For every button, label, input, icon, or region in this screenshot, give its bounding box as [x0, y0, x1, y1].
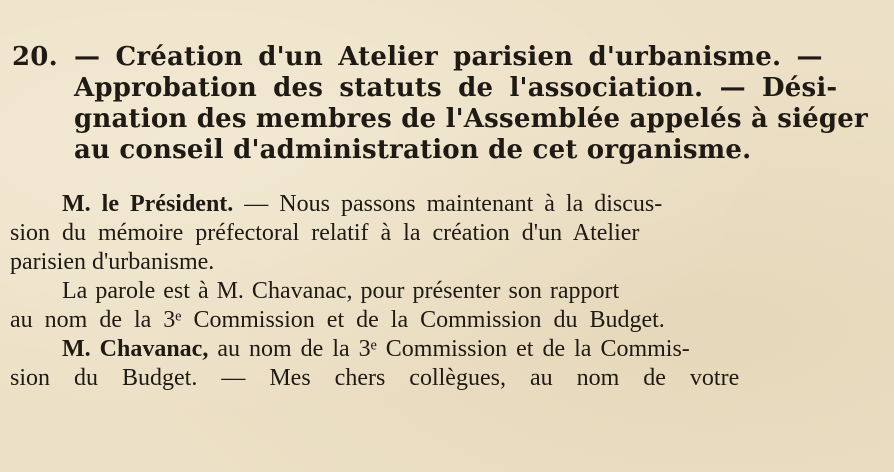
- speech-text: — Nous passons maintenant à la discus-: [233, 191, 663, 217]
- paragraph-line: sion du Budget. — Mes chers collègues, au nom de votre: [10, 365, 740, 391]
- paragraph-line: sion du mémoire préfectoral relatif à la création d'un Atelier: [10, 220, 640, 246]
- paragraph-line: [10, 190, 840, 219]
- heading-line: — Création d'un Atelier parisien d'urbanisme. —: [74, 42, 823, 72]
- debate-transcript: [10, 190, 840, 393]
- heading-line: gnation des membres de l'Assemblée appelés à siéger: [74, 104, 868, 134]
- agenda-item-heading: [12, 42, 872, 166]
- speaker-name: M. le Président.: [62, 191, 234, 217]
- speaker-name: M. Chavanac,: [62, 336, 209, 362]
- paragraph-line: La parole est à M. Chavanac, pour présenter son rapport: [62, 278, 620, 304]
- speech-text: au nom de la 3ᵉ Commission et de la Commis-: [208, 336, 690, 362]
- heading-line: au conseil d'administration de cet organisme.: [74, 135, 752, 165]
- paragraph-line: au nom de la 3ᵉ Commission et de la Commission du Budget.: [10, 307, 665, 333]
- paragraph-line: parisien d'urbanisme.: [10, 249, 215, 275]
- heading-line: Approbation des statuts de l'association. — Dési-: [74, 73, 838, 103]
- agenda-item-number: 20.: [12, 42, 58, 72]
- paragraph-line: [10, 335, 840, 364]
